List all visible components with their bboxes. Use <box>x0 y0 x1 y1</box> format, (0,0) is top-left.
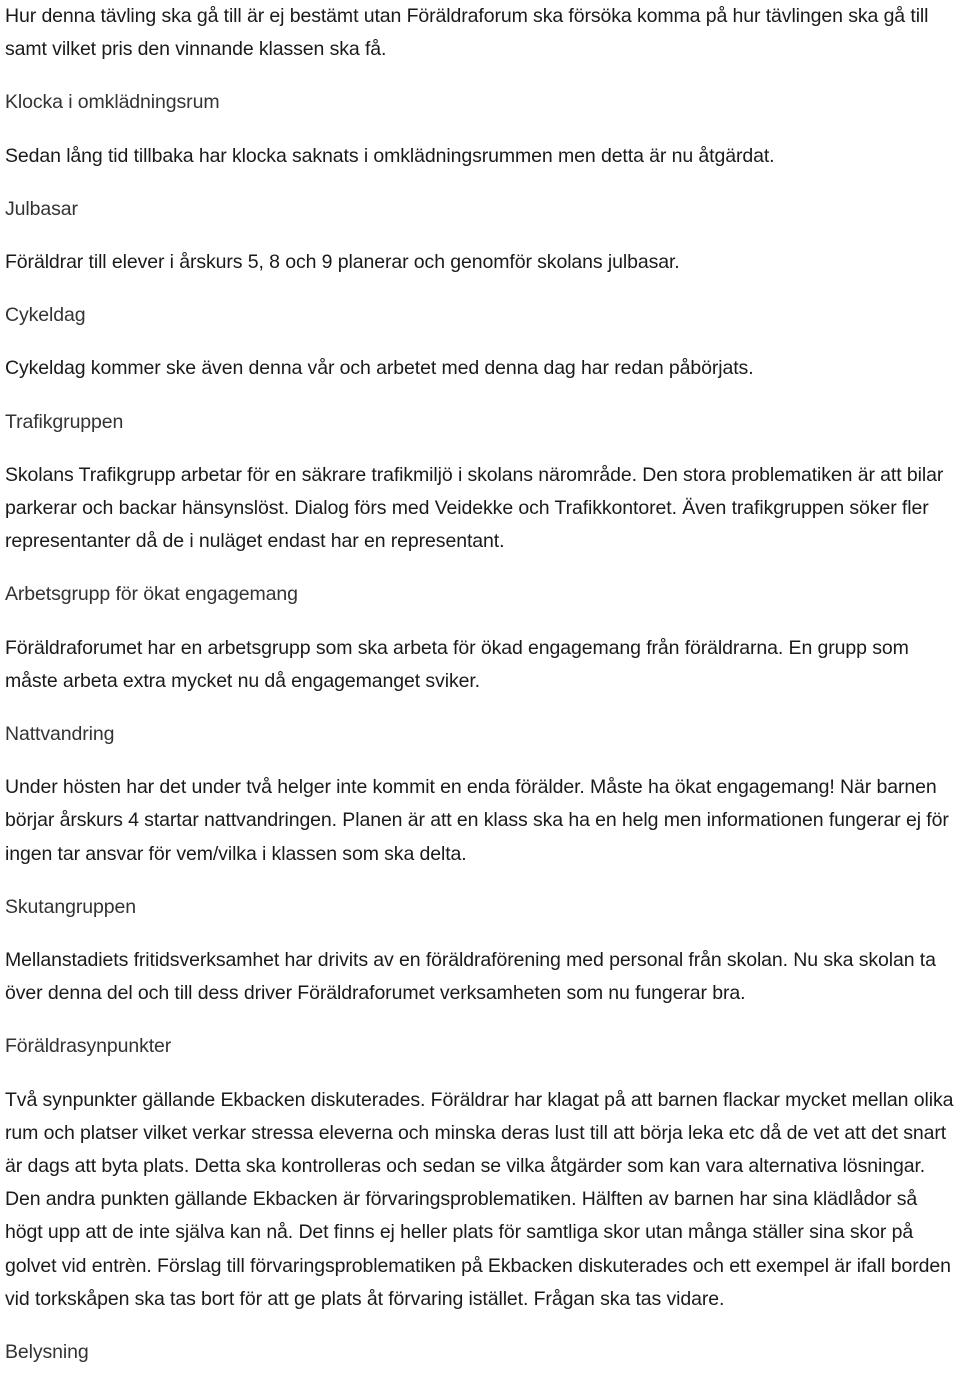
section-heading-julbasar: Julbasar <box>5 197 78 220</box>
section-heading-belysning: Belysning <box>5 1341 89 1364</box>
section-body-skutangruppen: Mellanstadiets fritidsverksamhet har drivits av en föräldraförening med personal från skolan. Nu ska skolan ta över denna del och till dess driver Föräldraforumet verksamheten som nu fungerar bra. <box>5 949 936 1005</box>
section-body-klocka: Sedan lång tid tillbaka har klocka saknats i omklädningsrummen men detta är nu åtgärdat. <box>5 144 775 167</box>
section-heading-cykeldag: Cykeldag <box>5 304 86 327</box>
section-heading-nattvandring: Nattvandring <box>5 723 115 746</box>
section-heading-foraldrasynpunkter: Föräldrasynpunkter <box>5 1035 172 1058</box>
section-body-arbetsgrupp: Föräldraforumet har en arbetsgrupp som ska arbeta för ökad engagemang från föräldrarna. En grupp som måste arbeta extra mycket nu då engagemanget sviker. <box>5 636 909 692</box>
section-body-julbasar: Föräldrar till elever i årskurs 5, 8 och 9 planerar och genomför skolans julbasar. <box>5 251 680 274</box>
intro-paragraph: Hur denna tävling ska gå till är ej bestämt utan Föräldraforum ska försöka komma på hur tävlingen ska gå till samt vilket pris den vinnande klassen ska få. <box>5 5 929 61</box>
section-heading-arbetsgrupp: Arbetsgrupp för ökat engagemang <box>5 583 298 606</box>
section-heading-trafikgruppen: Trafikgruppen <box>5 410 124 433</box>
document-page <box>5 0 955 1369</box>
section-body-foraldrasynpunkter: Två synpunkter gällande Ekbacken diskuterades. Föräldrar har klagat på att barnen flackar mycket mellan olika rum och platser vilket verkar stressa eleverna och minska deras lust till att börja leka etc då de vet att det snart är dags att byta plats. Detta ska kontrolleras och sedan se vilka åtgärder som kan vara alternativa lösningar. Den andra punkten gällande Ekbacken är förvaringsproblematiken. Hälften av barnen har sina klädlådor så högt upp att de inte själva kan nå. Det finns ej heller plats för samtliga skor utan många ställer sina skor på golvet vid entrèn. Förslag till förvaringsproblematiken på Ekbacken diskuterades och ett exempel är ifall borden vid torkskåpen ska tas bort för att ge plats åt förvaring istället. Frågan ska tas vidare. <box>5 1088 954 1310</box>
section-body-cykeldag: Cykeldag kommer ske även denna vår och arbetet med denna dag har redan påbörjats. <box>5 357 754 380</box>
section-body-nattvandring: Under hösten har det under två helger inte kommit en enda förälder. Måste ha ökat engagemang! När barnen börjar årskurs 4 startar nattvandringen. Planen är att en klass ska ha en helg men informationen fungerar ej för ingen tar ansvar för vem/vilka i klassen som ska delta. <box>5 776 949 865</box>
section-body-trafikgruppen: Skolans Trafikgrupp arbetar för en säkrare trafikmiljö i skolans närområde. Den stora problematiken är att bilar parkerar och backar hänsynslöst. Dialog förs med Veidekke och Trafikkontoret. Även trafikgruppen söker fler representanter då de i nuläget endast har en representant. <box>5 463 944 553</box>
section-heading-skutangruppen: Skutangruppen <box>5 895 136 918</box>
section-heading-klocka: Klocka i omklädningsrum <box>5 91 220 114</box>
